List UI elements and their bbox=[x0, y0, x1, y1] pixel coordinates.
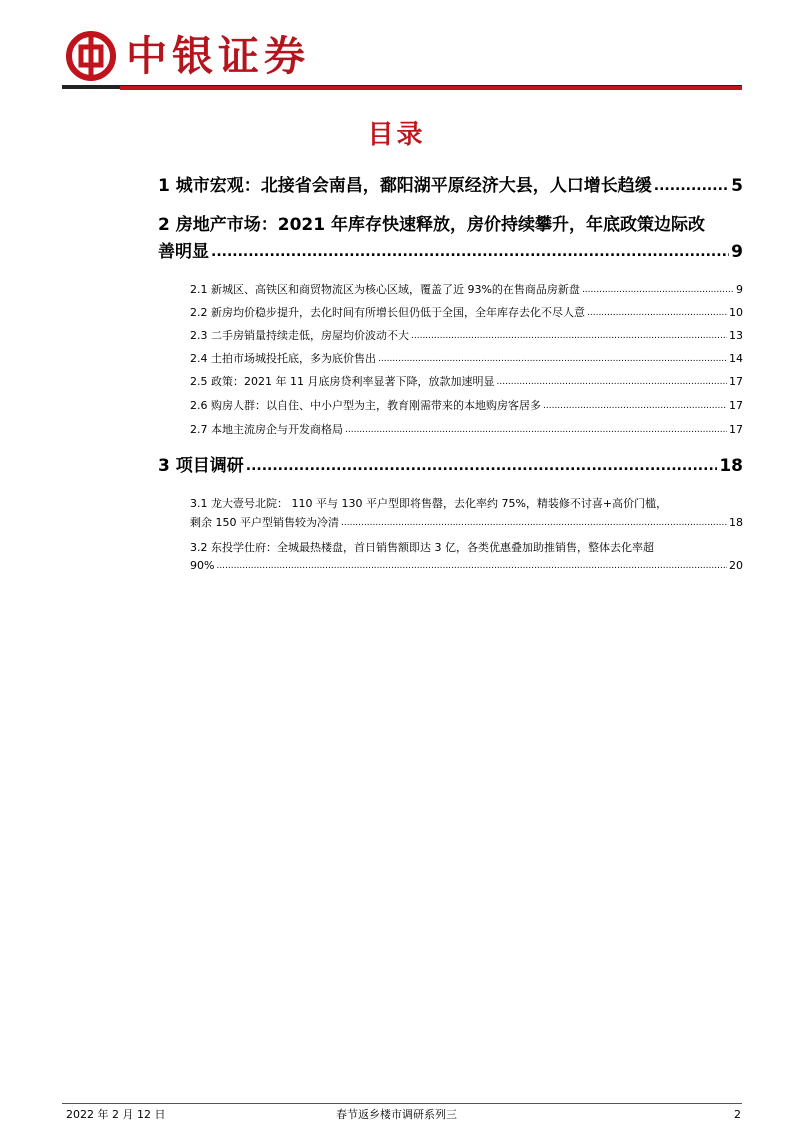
toc-entry-3-2-line1[interactable]: 3.2 东投学仕府：全城最热楼盘，首日销售额即达 3 亿，各类优惠叠加助推销售，整体去化率超 bbox=[190, 541, 654, 554]
toc-entry-3[interactable] bbox=[158, 455, 743, 477]
toc-entry-label: 90% bbox=[190, 559, 215, 572]
toc-entry-label: 3 项目调研 bbox=[158, 456, 244, 476]
dot-leader bbox=[496, 375, 727, 389]
toc-entry-page: 17 bbox=[729, 423, 743, 436]
dot-leader bbox=[378, 352, 727, 366]
toc-entry-page: 9 bbox=[736, 283, 743, 296]
brand-name: 中银证券 bbox=[126, 32, 310, 80]
dot-leader bbox=[587, 306, 727, 320]
toc-entry-2-6[interactable] bbox=[190, 399, 743, 413]
dot-leader bbox=[411, 329, 727, 343]
footer-series-title: 春节返乡楼市调研系列三 bbox=[336, 1108, 457, 1121]
toc-entry-2-3[interactable] bbox=[190, 329, 743, 343]
toc-entry-page: 13 bbox=[729, 329, 743, 342]
dot-leader bbox=[543, 399, 727, 413]
toc-entry-label: 善明显 bbox=[158, 242, 209, 262]
toc-entry-3-1-line1[interactable]: 3.1 龙大壹号北院： 110 平与 130 平户型即将售罄，去化率约 75%，精装修不讨喜+高价门槛， bbox=[190, 497, 668, 510]
toc-entry-label: 2.6 购房人群：以自住、中小户型为主，教育刚需带来的本地购房客居多 bbox=[190, 399, 541, 412]
footer-rule bbox=[62, 1103, 742, 1104]
toc-entry-page: 14 bbox=[729, 352, 743, 365]
toc-entry-page: 20 bbox=[729, 559, 743, 572]
toc-title: 目录 bbox=[367, 120, 426, 150]
dot-leader bbox=[216, 559, 727, 573]
toc-entry-label: 2.3 二手房销量持续走低，房屋均价波动不大 bbox=[190, 329, 409, 342]
toc-entry-label: 剩余 150 平户型销售较为冷清 bbox=[190, 516, 339, 529]
toc-entry-3-2[interactable] bbox=[190, 559, 743, 573]
toc-entry-page: 17 bbox=[729, 399, 743, 412]
footer-page-number: 2 bbox=[734, 1108, 741, 1121]
header-rule-red bbox=[120, 86, 742, 90]
toc-entry-label: 2.1 新城区、高铁区和商贸物流区为核心区域，覆盖了近 93%的在售商品房新盘 bbox=[190, 283, 580, 296]
toc-entry-2-1[interactable] bbox=[190, 283, 743, 297]
toc-entry-2-5[interactable] bbox=[190, 375, 743, 389]
dot-leader bbox=[582, 283, 734, 297]
toc-entry-2-line1[interactable]: 2 房地产市场：2021 年库存快速释放，房价持续攀升，年底政策边际改 bbox=[158, 215, 705, 235]
toc-entry-label: 2.2 新房均价稳步提升，去化时间有所增长但仍低于全国，全年库存去化不尽人意 bbox=[190, 306, 585, 319]
toc-entry-2-4[interactable] bbox=[190, 352, 743, 366]
footer-date: 2022 年 2 月 12 日 bbox=[66, 1108, 166, 1121]
toc-entry-page: 9 bbox=[731, 242, 743, 262]
toc-entry-2-2[interactable] bbox=[190, 306, 743, 320]
toc-entry-page: 18 bbox=[729, 516, 743, 529]
toc-entry-2-7[interactable] bbox=[190, 423, 743, 437]
toc-entry-label: 1 城市宏观：北接省会南昌，鄱阳湖平原经济大县，人口增长趋缓 bbox=[158, 176, 652, 196]
dot-leader bbox=[345, 423, 727, 437]
toc-entry-2[interactable] bbox=[158, 241, 743, 263]
dot-leader bbox=[341, 516, 727, 530]
dot-leader bbox=[246, 455, 718, 477]
toc-entry-label: 2.4 土拍市场城投托底，多为底价售出 bbox=[190, 352, 376, 365]
toc-entry-1[interactable] bbox=[158, 175, 743, 197]
toc-entry-page: 5 bbox=[731, 176, 743, 196]
boc-logo-icon bbox=[66, 31, 116, 81]
toc-entry-label: 2.5 政策：2021 年 11 月底房贷利率显著下降，放款加速明显 bbox=[190, 375, 495, 388]
toc-entry-page: 17 bbox=[729, 375, 743, 388]
toc-entry-3-1[interactable] bbox=[190, 516, 743, 530]
toc-entry-page: 18 bbox=[719, 456, 743, 476]
toc-entry-page: 10 bbox=[729, 306, 743, 319]
dot-leader bbox=[211, 241, 729, 263]
dot-leader bbox=[654, 175, 729, 197]
toc-entry-label: 2.7 本地主流房企与开发商格局 bbox=[190, 423, 343, 436]
brand-logo bbox=[66, 30, 310, 82]
